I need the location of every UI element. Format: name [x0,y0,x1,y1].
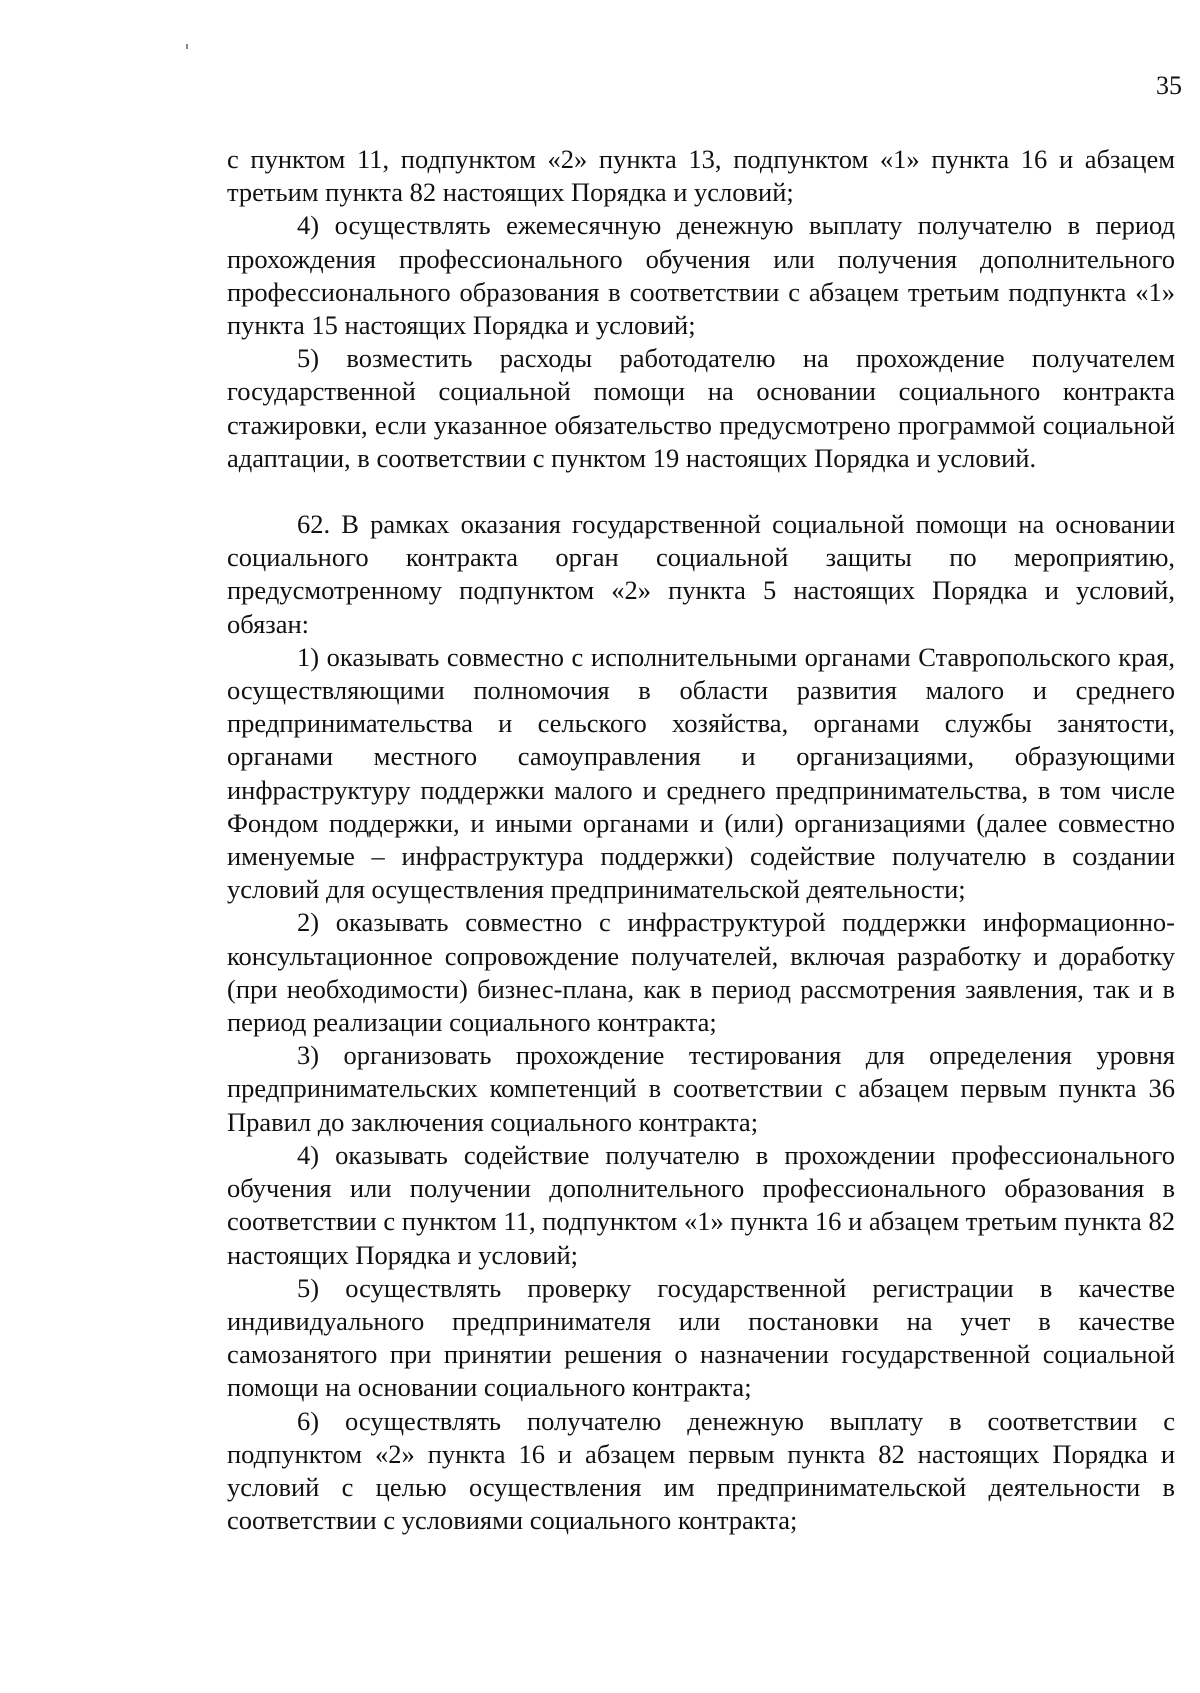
page-number: 35 [1156,71,1182,100]
paragraph-item-4: 4) осуществлять ежемесячную денежную выплату получателю в период прохождения профессионального обучения или получения дополнительного профессионального образования в соответствии с абзацем третьим подпункта «1» пункта 15 настоящих Порядка и условий; [227,210,1175,341]
paragraph-62-item-2: 2) оказывать совместно с инфраструктурой поддержки информационно-консультационное сопровождение получателей, включая разработку и доработку (при необходимости) бизнес-плана, как в период рассмотрения заявления, так и в период реализации социального контракта; [227,907,1175,1038]
paragraph-62-item-1: 1) оказывать совместно с исполнительными органами Ставропольского края, осуществляющими полномочия в области развития малого и среднего предпринимательства и сельского хозяйства, органами службы занятости, органами местного самоуправления и организациями, образующими инфраструктуру поддержки малого и среднего предпринимательства, в том числе Фондом поддержки, и иными органами и (или) организациями (далее совместно именуемые – инфраструктура поддержки) содействие получателю в создании условий для осуществления предпринимательской деятельности; [227,641,1175,905]
paragraph-62-item-3: 3) организовать прохождение тестирования для определения уровня предпринимательских компетенций в соответствии с абзацем первым пункта 36 Правил до заключения социального контракта; [227,1040,1175,1137]
paragraph-62-item-6: 6) осуществлять получателю денежную выплату в соответствии с подпунктом «2» пункта 16 и абзацем первым пункта 82 настоящих Порядка и условий с целью осуществления им предпринимательской деятельности в соответствии с условиями социального контракта; [227,1405,1175,1536]
paragraph-continuation: с пунктом 11, подпунктом «2» пункта 13, подпунктом «1» пункта 16 и абзацем третьим пункта 82 настоящих Порядка и условий; [227,144,1175,208]
paragraph-62-item-5: 5) осуществлять проверку государственной регистрации в качестве индивидуального предпринимателя или постановки на учет в качестве самозанятого при принятии решения о назначении государственной социальной помощи на основании социального контракта; [227,1272,1175,1403]
paragraph-item-5: 5) возместить расходы работодателю на прохождение получателем государственной социальной помощи на основании социального контракта стажировки, если указанное обязательство предусмотрено программой социальной адаптации, в соответствии с пунктом 19 настоящих Порядка и условий. [227,343,1175,473]
paragraph-section-62: 62. В рамках оказания государственной социальной помощи на основании социального контракта орган социальной защиты по мероприятию, предусмотренному подпунктом «2» пункта 5 настоящих Порядка и условий, обязан: [227,509,1175,639]
scan-mark [186,44,188,49]
document-body [227,143,1175,1537]
paragraph-62-item-4: 4) оказывать содействие получателю в прохождении профессионального обучения или получении дополнительного профессионального образования в соответствии с пунктом 11, подпунктом «1» пункта 16 и абзацем третьим пункта 82 настоящих Порядка и условий; [227,1139,1175,1270]
